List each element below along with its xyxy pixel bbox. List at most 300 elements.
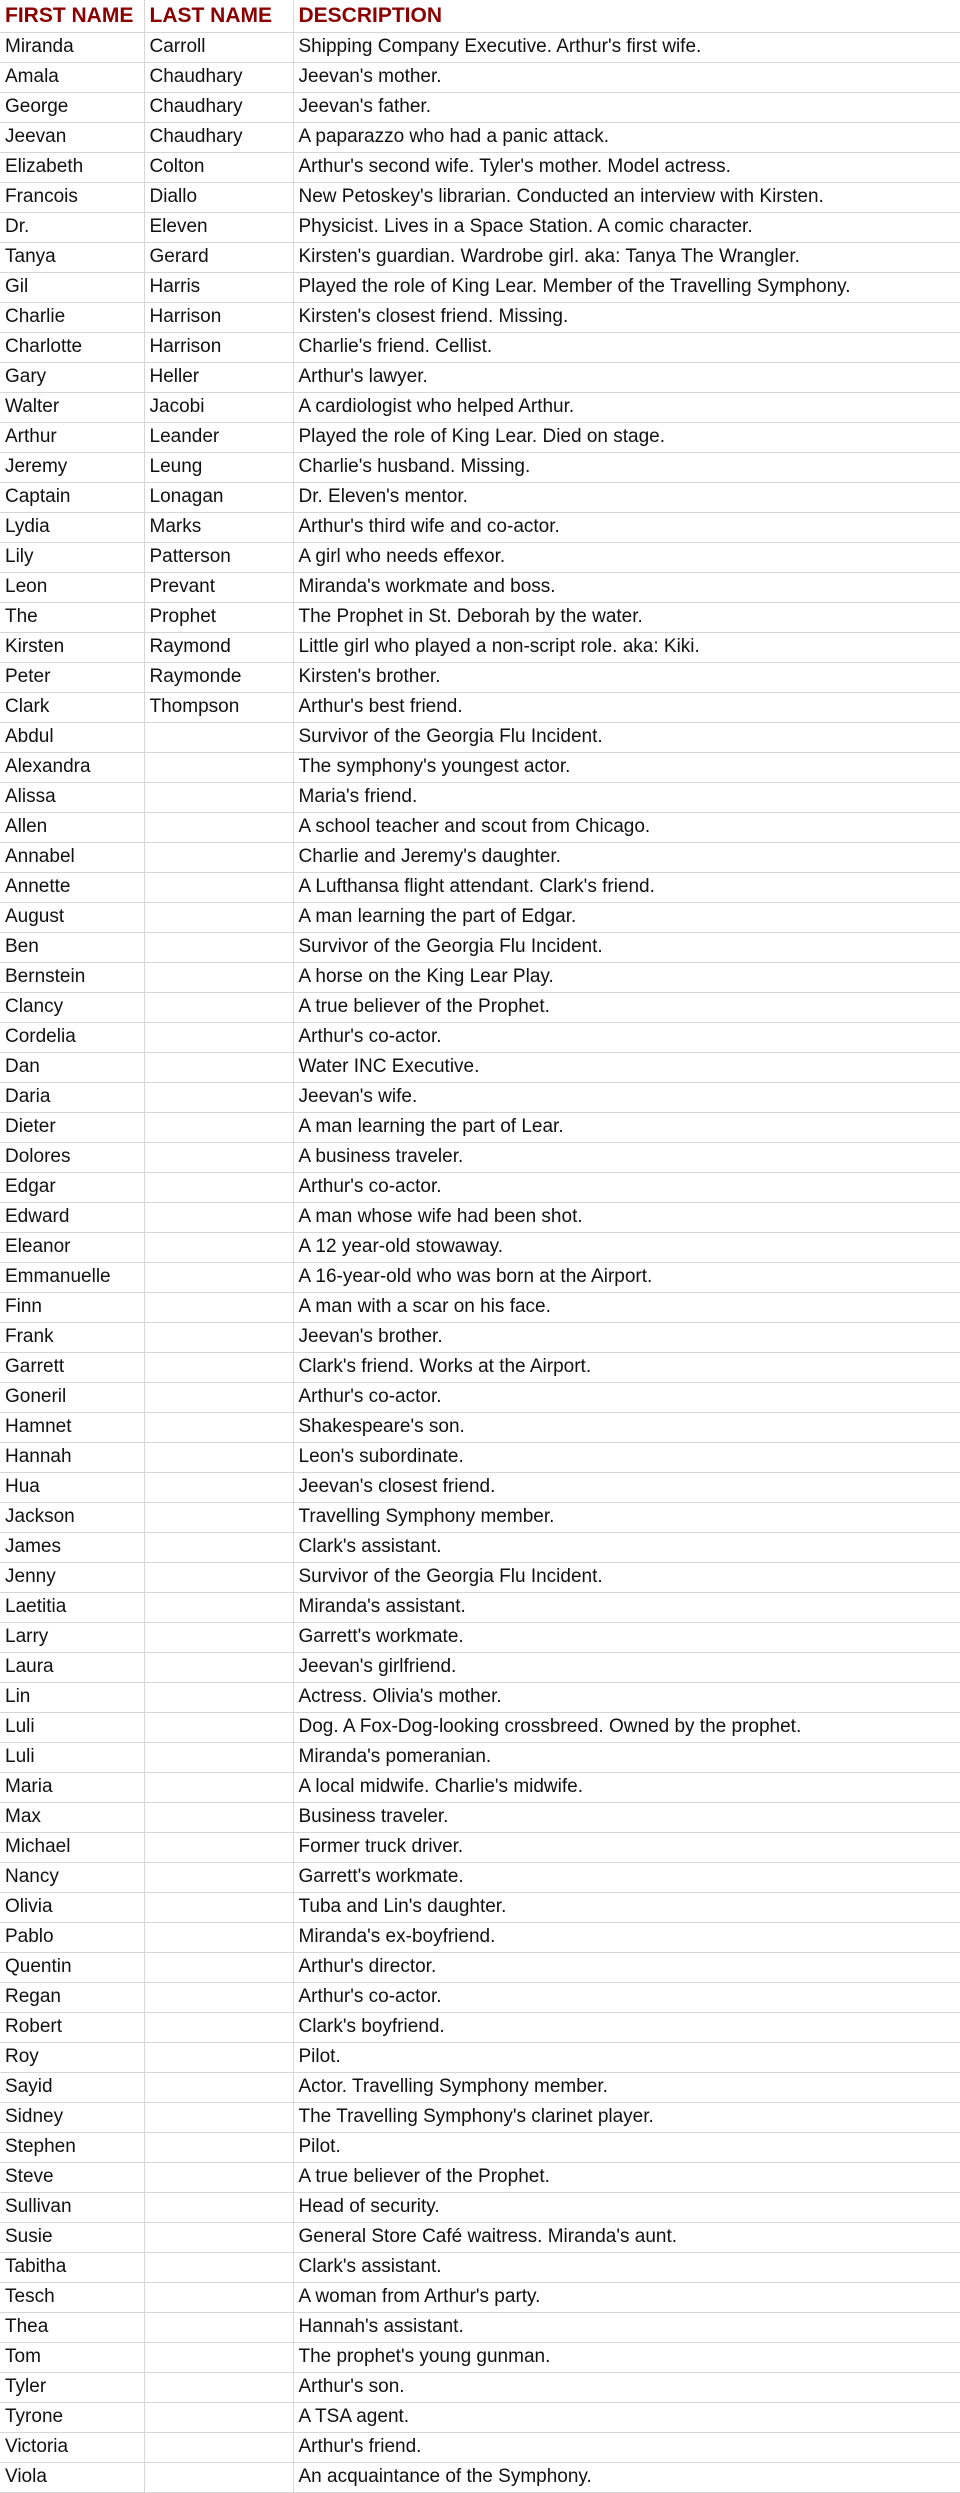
first-name-cell[interactable]: Leon xyxy=(0,572,144,602)
first-name-cell[interactable]: Sidney xyxy=(0,2102,144,2132)
first-name-cell[interactable]: Jeremy xyxy=(0,452,144,482)
first-name-cell[interactable]: Larry xyxy=(0,1622,144,1652)
last-name-cell[interactable]: Chaudhary xyxy=(144,122,293,152)
description-cell[interactable]: Arthur's co-actor. xyxy=(293,1982,960,2012)
description-cell[interactable]: Miranda's ex-boyfriend. xyxy=(293,1922,960,1952)
description-cell[interactable]: Actress. Olivia's mother. xyxy=(293,1682,960,1712)
description-cell[interactable]: Played the role of King Lear. Died on stage. xyxy=(293,422,960,452)
last-name-cell[interactable] xyxy=(144,1562,293,1592)
table-row xyxy=(0,482,960,512)
description-header[interactable]: DESCRIPTION xyxy=(293,0,960,32)
first-name-cell[interactable]: Stephen xyxy=(0,2132,144,2162)
last-name-cell[interactable] xyxy=(144,1322,293,1352)
header-row xyxy=(0,0,960,32)
last-name-cell[interactable] xyxy=(144,2462,293,2492)
table-row xyxy=(0,1892,960,1922)
last-name-cell[interactable]: Chaudhary xyxy=(144,92,293,122)
description-cell[interactable]: Jeevan's girlfriend. xyxy=(293,1652,960,1682)
table-row xyxy=(0,1142,960,1172)
first-name-cell[interactable]: Regan xyxy=(0,1982,144,2012)
first-name-cell[interactable]: Amala xyxy=(0,62,144,92)
first-name-cell[interactable]: Francois xyxy=(0,182,144,212)
description-cell[interactable]: Arthur's best friend. xyxy=(293,692,960,722)
description-cell[interactable]: Pilot. xyxy=(293,2042,960,2072)
description-cell[interactable]: Clark's friend. Works at the Airport. xyxy=(293,1352,960,1382)
last-name-cell[interactable] xyxy=(144,1982,293,2012)
last-name-cell[interactable] xyxy=(144,842,293,872)
table-row xyxy=(0,1472,960,1502)
table-row xyxy=(0,2252,960,2282)
last-name-cell[interactable]: Harris xyxy=(144,272,293,302)
first-name-cell[interactable]: Tesch xyxy=(0,2282,144,2312)
first-name-cell[interactable]: Clancy xyxy=(0,992,144,1022)
first-name-cell[interactable]: Tabitha xyxy=(0,2252,144,2282)
last-name-cell[interactable]: Diallo xyxy=(144,182,293,212)
table-row xyxy=(0,872,960,902)
table-row xyxy=(0,1112,960,1142)
last-name-cell[interactable] xyxy=(144,872,293,902)
last-name-cell[interactable] xyxy=(144,1292,293,1322)
last-name-cell[interactable] xyxy=(144,2192,293,2222)
last-name-cell[interactable] xyxy=(144,1112,293,1142)
last-name-cell[interactable] xyxy=(144,812,293,842)
table-row xyxy=(0,512,960,542)
first-name-cell[interactable]: Bernstein xyxy=(0,962,144,992)
last-name-cell[interactable]: Patterson xyxy=(144,542,293,572)
last-name-cell[interactable]: Harrison xyxy=(144,302,293,332)
last-name-cell[interactable] xyxy=(144,1682,293,1712)
description-cell[interactable]: New Petoskey's librarian. Conducted an interview with Kirsten. xyxy=(293,182,960,212)
first-name-cell[interactable]: Quentin xyxy=(0,1952,144,1982)
first-name-cell[interactable]: Laura xyxy=(0,1652,144,1682)
first-name-cell[interactable]: George xyxy=(0,92,144,122)
first-name-cell[interactable]: Abdul xyxy=(0,722,144,752)
table-row xyxy=(0,1352,960,1382)
table-row xyxy=(0,2192,960,2222)
last-name-cell[interactable] xyxy=(144,1412,293,1442)
description-cell[interactable]: Shakespeare's son. xyxy=(293,1412,960,1442)
table-row xyxy=(0,1262,960,1292)
description-cell[interactable]: Charlie's husband. Missing. xyxy=(293,452,960,482)
first-name-cell[interactable]: Alexandra xyxy=(0,752,144,782)
description-cell[interactable]: A true believer of the Prophet. xyxy=(293,992,960,1022)
description-cell[interactable]: Charlie and Jeremy's daughter. xyxy=(293,842,960,872)
description-cell[interactable]: Miranda's pomeranian. xyxy=(293,1742,960,1772)
first-name-cell[interactable]: Nancy xyxy=(0,1862,144,1892)
first-name-cell[interactable]: Dan xyxy=(0,1052,144,1082)
last-name-cell[interactable]: Lonagan xyxy=(144,482,293,512)
description-cell[interactable]: Jeevan's mother. xyxy=(293,62,960,92)
first-name-cell[interactable]: Pablo xyxy=(0,1922,144,1952)
first-name-cell[interactable]: Tyler xyxy=(0,2372,144,2402)
last-name-cell[interactable]: Eleven xyxy=(144,212,293,242)
first-name-cell[interactable]: Olivia xyxy=(0,1892,144,1922)
last-name-cell[interactable] xyxy=(144,1742,293,1772)
description-cell[interactable]: A man learning the part of Edgar. xyxy=(293,902,960,932)
last-name-cell[interactable] xyxy=(144,1352,293,1382)
first-name-cell[interactable]: Laetitia xyxy=(0,1592,144,1622)
first-name-cell[interactable]: August xyxy=(0,902,144,932)
first-name-cell[interactable]: Edward xyxy=(0,1202,144,1232)
description-cell[interactable]: A man whose wife had been shot. xyxy=(293,1202,960,1232)
first-name-cell[interactable]: Viola xyxy=(0,2462,144,2492)
last-name-cell[interactable] xyxy=(144,1172,293,1202)
first-name-cell[interactable]: Hua xyxy=(0,1472,144,1502)
last-name-cell[interactable] xyxy=(144,1802,293,1832)
last-name-cell[interactable] xyxy=(144,1202,293,1232)
last-name-cell[interactable] xyxy=(144,1712,293,1742)
description-cell[interactable]: A horse on the King Lear Play. xyxy=(293,962,960,992)
first-name-cell[interactable]: Hamnet xyxy=(0,1412,144,1442)
first-name-cell[interactable]: Robert xyxy=(0,2012,144,2042)
table-row xyxy=(0,572,960,602)
first-name-cell[interactable]: Garrett xyxy=(0,1352,144,1382)
first-name-cell[interactable]: Frank xyxy=(0,1322,144,1352)
first-name-header[interactable]: FIRST NAME xyxy=(0,0,144,32)
table-row xyxy=(0,2222,960,2252)
last-name-cell[interactable] xyxy=(144,1862,293,1892)
description-cell[interactable]: Tuba and Lin's daughter. xyxy=(293,1892,960,1922)
last-name-cell[interactable]: Gerard xyxy=(144,242,293,272)
last-name-cell[interactable] xyxy=(144,1082,293,1112)
table-row xyxy=(0,1832,960,1862)
first-name-cell[interactable]: Lydia xyxy=(0,512,144,542)
last-name-cell[interactable]: Leander xyxy=(144,422,293,452)
last-name-cell[interactable] xyxy=(144,2222,293,2252)
last-name-cell[interactable] xyxy=(144,2342,293,2372)
description-cell[interactable]: Shipping Company Executive. Arthur's first wife. xyxy=(293,32,960,62)
last-name-cell[interactable]: Prophet xyxy=(144,602,293,632)
first-name-cell[interactable]: Edgar xyxy=(0,1172,144,1202)
description-cell[interactable]: Former truck driver. xyxy=(293,1832,960,1862)
description-cell[interactable]: Water INC Executive. xyxy=(293,1052,960,1082)
first-name-cell[interactable]: Susie xyxy=(0,2222,144,2252)
description-cell[interactable]: Maria's friend. xyxy=(293,782,960,812)
last-name-cell[interactable] xyxy=(144,1142,293,1172)
table-row xyxy=(0,302,960,332)
description-cell[interactable]: Dr. Eleven's mentor. xyxy=(293,482,960,512)
description-cell[interactable]: A TSA agent. xyxy=(293,2402,960,2432)
last-name-cell[interactable] xyxy=(144,1022,293,1052)
last-name-cell[interactable]: Raymonde xyxy=(144,662,293,692)
table-row xyxy=(0,1802,960,1832)
description-cell[interactable]: Arthur's co-actor. xyxy=(293,1382,960,1412)
first-name-cell[interactable]: Peter xyxy=(0,662,144,692)
table-row xyxy=(0,1952,960,1982)
table-row xyxy=(0,92,960,122)
first-name-cell[interactable]: The xyxy=(0,602,144,632)
first-name-cell[interactable]: Jenny xyxy=(0,1562,144,1592)
table-row xyxy=(0,1502,960,1532)
last-name-cell[interactable] xyxy=(144,1232,293,1262)
last-name-cell[interactable]: Colton xyxy=(144,152,293,182)
last-name-cell[interactable] xyxy=(144,902,293,932)
description-cell[interactable]: An acquaintance of the Symphony. xyxy=(293,2462,960,2492)
last-name-cell[interactable] xyxy=(144,1622,293,1652)
description-cell[interactable]: Hannah's assistant. xyxy=(293,2312,960,2342)
last-name-cell[interactable] xyxy=(144,1532,293,1562)
last-name-cell[interactable]: Marks xyxy=(144,512,293,542)
description-cell[interactable]: Clark's boyfriend. xyxy=(293,2012,960,2042)
table-row xyxy=(0,1532,960,1562)
first-name-cell[interactable]: Arthur xyxy=(0,422,144,452)
last-name-cell[interactable] xyxy=(144,1952,293,1982)
table-row xyxy=(0,692,960,722)
last-name-cell[interactable] xyxy=(144,1832,293,1862)
last-name-cell[interactable] xyxy=(144,2402,293,2432)
table-row xyxy=(0,752,960,782)
first-name-cell[interactable]: Emmanuelle xyxy=(0,1262,144,1292)
first-name-cell[interactable]: Walter xyxy=(0,392,144,422)
last-name-cell[interactable] xyxy=(144,2372,293,2402)
first-name-cell[interactable]: Annette xyxy=(0,872,144,902)
first-name-cell[interactable]: Clark xyxy=(0,692,144,722)
first-name-cell[interactable]: Luli xyxy=(0,1712,144,1742)
description-cell[interactable]: Head of security. xyxy=(293,2192,960,2222)
first-name-cell[interactable]: Roy xyxy=(0,2042,144,2072)
table-row xyxy=(0,272,960,302)
description-cell[interactable]: Jeevan's wife. xyxy=(293,1082,960,1112)
description-cell[interactable]: Physicist. Lives in a Space Station. A comic character. xyxy=(293,212,960,242)
first-name-cell[interactable]: Dr. xyxy=(0,212,144,242)
description-cell[interactable]: A woman from Arthur's party. xyxy=(293,2282,960,2312)
table-row xyxy=(0,1202,960,1232)
first-name-cell[interactable]: Michael xyxy=(0,1832,144,1862)
description-cell[interactable]: A business traveler. xyxy=(293,1142,960,1172)
first-name-cell[interactable]: Annabel xyxy=(0,842,144,872)
description-cell[interactable]: Survivor of the Georgia Flu Incident. xyxy=(293,1562,960,1592)
description-cell[interactable]: A 12 year-old stowaway. xyxy=(293,1232,960,1262)
last-name-cell[interactable] xyxy=(144,1652,293,1682)
description-cell[interactable]: Arthur's director. xyxy=(293,1952,960,1982)
last-name-cell[interactable]: Carroll xyxy=(144,32,293,62)
description-cell[interactable]: Jeevan's brother. xyxy=(293,1322,960,1352)
last-name-cell[interactable] xyxy=(144,1502,293,1532)
first-name-cell[interactable]: James xyxy=(0,1532,144,1562)
table-row xyxy=(0,992,960,1022)
first-name-cell[interactable]: Allen xyxy=(0,812,144,842)
last-name-cell[interactable] xyxy=(144,2102,293,2132)
first-name-cell[interactable]: Alissa xyxy=(0,782,144,812)
table-row xyxy=(0,212,960,242)
last-name-cell[interactable] xyxy=(144,2162,293,2192)
description-cell[interactable]: Jeevan's closest friend. xyxy=(293,1472,960,1502)
description-cell[interactable]: Garrett's workmate. xyxy=(293,1622,960,1652)
description-cell[interactable]: Arthur's friend. xyxy=(293,2432,960,2462)
first-name-cell[interactable]: Lin xyxy=(0,1682,144,1712)
first-name-cell[interactable]: Dieter xyxy=(0,1112,144,1142)
first-name-cell[interactable]: Steve xyxy=(0,2162,144,2192)
table-row xyxy=(0,452,960,482)
description-cell[interactable]: Kirsten's guardian. Wardrobe girl. aka: Tanya The Wrangler. xyxy=(293,242,960,272)
description-cell[interactable]: Clark's assistant. xyxy=(293,2252,960,2282)
description-cell[interactable]: A girl who needs effexor. xyxy=(293,542,960,572)
description-cell[interactable]: Actor. Travelling Symphony member. xyxy=(293,2072,960,2102)
last-name-cell[interactable] xyxy=(144,2012,293,2042)
last-name-cell[interactable] xyxy=(144,2072,293,2102)
last-name-cell[interactable]: Raymond xyxy=(144,632,293,662)
last-name-cell[interactable]: Chaudhary xyxy=(144,62,293,92)
first-name-cell[interactable]: Sayid xyxy=(0,2072,144,2102)
table-row xyxy=(0,1742,960,1772)
first-name-cell[interactable]: Finn xyxy=(0,1292,144,1322)
description-cell[interactable]: Kirsten's closest friend. Missing. xyxy=(293,302,960,332)
first-name-cell[interactable]: Victoria xyxy=(0,2432,144,2462)
description-cell[interactable]: Leon's subordinate. xyxy=(293,1442,960,1472)
first-name-cell[interactable]: Ben xyxy=(0,932,144,962)
last-name-cell[interactable] xyxy=(144,2132,293,2162)
first-name-cell[interactable]: Sullivan xyxy=(0,2192,144,2222)
table-row xyxy=(0,2372,960,2402)
last-name-cell[interactable] xyxy=(144,2252,293,2282)
first-name-cell[interactable]: Tanya xyxy=(0,242,144,272)
last-name-cell[interactable] xyxy=(144,1592,293,1622)
description-cell[interactable]: A true believer of the Prophet. xyxy=(293,2162,960,2192)
last-name-cell[interactable] xyxy=(144,1262,293,1292)
table-row xyxy=(0,1322,960,1352)
description-cell[interactable]: The prophet's young gunman. xyxy=(293,2342,960,2372)
first-name-cell[interactable]: Daria xyxy=(0,1082,144,1112)
last-name-cell[interactable] xyxy=(144,2282,293,2312)
last-name-cell[interactable] xyxy=(144,752,293,782)
last-name-cell[interactable]: Harrison xyxy=(144,332,293,362)
table-row xyxy=(0,1562,960,1592)
last-name-cell[interactable]: Prevant xyxy=(144,572,293,602)
first-name-cell[interactable]: Cordelia xyxy=(0,1022,144,1052)
last-name-cell[interactable] xyxy=(144,1472,293,1502)
first-name-cell[interactable]: Eleanor xyxy=(0,1232,144,1262)
last-name-cell[interactable]: Leung xyxy=(144,452,293,482)
table-row xyxy=(0,122,960,152)
first-name-cell[interactable]: Charlotte xyxy=(0,332,144,362)
description-cell[interactable]: A cardiologist who helped Arthur. xyxy=(293,392,960,422)
last-name-cell[interactable] xyxy=(144,1442,293,1472)
last-name-cell[interactable] xyxy=(144,1052,293,1082)
description-cell[interactable]: A 16-year-old who was born at the Airport. xyxy=(293,1262,960,1292)
table-row xyxy=(0,2162,960,2192)
last-name-cell[interactable] xyxy=(144,2312,293,2342)
first-name-cell[interactable]: Max xyxy=(0,1802,144,1832)
description-cell[interactable]: Jeevan's father. xyxy=(293,92,960,122)
description-cell[interactable]: Little girl who played a non-script role. aka: Kiki. xyxy=(293,632,960,662)
last-name-cell[interactable]: Thompson xyxy=(144,692,293,722)
description-cell[interactable]: Arthur's co-actor. xyxy=(293,1022,960,1052)
description-cell[interactable]: Survivor of the Georgia Flu Incident. xyxy=(293,932,960,962)
description-cell[interactable]: Travelling Symphony member. xyxy=(293,1502,960,1532)
description-cell[interactable]: The symphony's youngest actor. xyxy=(293,752,960,782)
last-name-cell[interactable] xyxy=(144,1922,293,1952)
table-row xyxy=(0,1382,960,1412)
description-cell[interactable]: Miranda's workmate and boss. xyxy=(293,572,960,602)
table-row xyxy=(0,2102,960,2132)
description-cell[interactable]: Played the role of King Lear. Member of the Travelling Symphony. xyxy=(293,272,960,302)
table-row xyxy=(0,1682,960,1712)
first-name-cell[interactable]: Kirsten xyxy=(0,632,144,662)
first-name-cell[interactable]: Gary xyxy=(0,362,144,392)
description-cell[interactable]: Arthur's second wife. Tyler's mother. Model actress. xyxy=(293,152,960,182)
table-row xyxy=(0,2072,960,2102)
first-name-cell[interactable]: Maria xyxy=(0,1772,144,1802)
first-name-cell[interactable]: Tom xyxy=(0,2342,144,2372)
table-row xyxy=(0,1622,960,1652)
table-row xyxy=(0,1772,960,1802)
first-name-cell[interactable]: Hannah xyxy=(0,1442,144,1472)
description-cell[interactable]: The Travelling Symphony's clarinet player. xyxy=(293,2102,960,2132)
last-name-cell[interactable]: Heller xyxy=(144,362,293,392)
description-cell[interactable]: A Lufthansa flight attendant. Clark's friend. xyxy=(293,872,960,902)
last-name-cell[interactable] xyxy=(144,1892,293,1922)
table-row xyxy=(0,1922,960,1952)
last-name-cell[interactable] xyxy=(144,1772,293,1802)
table-row xyxy=(0,722,960,752)
table-row xyxy=(0,1442,960,1472)
description-cell[interactable]: Business traveler. xyxy=(293,1802,960,1832)
description-cell[interactable]: Dog. A Fox-Dog-looking crossbreed. Owned by the prophet. xyxy=(293,1712,960,1742)
description-cell[interactable]: Arthur's third wife and co-actor. xyxy=(293,512,960,542)
description-cell[interactable]: Arthur's co-actor. xyxy=(293,1172,960,1202)
last-name-cell[interactable] xyxy=(144,992,293,1022)
description-cell[interactable]: Miranda's assistant. xyxy=(293,1592,960,1622)
table-row xyxy=(0,782,960,812)
first-name-cell[interactable]: Goneril xyxy=(0,1382,144,1412)
description-cell[interactable]: General Store Café waitress. Miranda's aunt. xyxy=(293,2222,960,2252)
first-name-cell[interactable]: Tyrone xyxy=(0,2402,144,2432)
table-row xyxy=(0,2432,960,2462)
last-name-cell[interactable]: Jacobi xyxy=(144,392,293,422)
first-name-cell[interactable]: Jeevan xyxy=(0,122,144,152)
first-name-cell[interactable]: Lily xyxy=(0,542,144,572)
first-name-cell[interactable]: Gil xyxy=(0,272,144,302)
description-cell[interactable]: A paparazzo who had a panic attack. xyxy=(293,122,960,152)
description-cell[interactable]: Charlie's friend. Cellist. xyxy=(293,332,960,362)
last-name-header[interactable]: LAST NAME xyxy=(144,0,293,32)
table-row xyxy=(0,152,960,182)
description-cell[interactable]: A local midwife. Charlie's midwife. xyxy=(293,1772,960,1802)
last-name-cell[interactable] xyxy=(144,782,293,812)
description-cell[interactable]: The Prophet in St. Deborah by the water. xyxy=(293,602,960,632)
table-row xyxy=(0,2402,960,2432)
table-row xyxy=(0,362,960,392)
first-name-cell[interactable]: Dolores xyxy=(0,1142,144,1172)
description-cell[interactable]: Garrett's workmate. xyxy=(293,1862,960,1892)
first-name-cell[interactable]: Miranda xyxy=(0,32,144,62)
first-name-cell[interactable]: Jackson xyxy=(0,1502,144,1532)
description-cell[interactable]: Arthur's lawyer. xyxy=(293,362,960,392)
first-name-cell[interactable]: Elizabeth xyxy=(0,152,144,182)
description-cell[interactable]: Kirsten's brother. xyxy=(293,662,960,692)
description-cell[interactable]: Arthur's son. xyxy=(293,2372,960,2402)
last-name-cell[interactable] xyxy=(144,2042,293,2072)
table-row xyxy=(0,332,960,362)
description-cell[interactable]: Survivor of the Georgia Flu Incident. xyxy=(293,722,960,752)
table-row xyxy=(0,2312,960,2342)
description-cell[interactable]: Pilot. xyxy=(293,2132,960,2162)
last-name-cell[interactable] xyxy=(144,2432,293,2462)
last-name-cell[interactable] xyxy=(144,1382,293,1412)
table-row xyxy=(0,2042,960,2072)
description-cell[interactable]: Clark's assistant. xyxy=(293,1532,960,1562)
first-name-cell[interactable]: Thea xyxy=(0,2312,144,2342)
last-name-cell[interactable] xyxy=(144,722,293,752)
description-cell[interactable]: A man with a scar on his face. xyxy=(293,1292,960,1322)
last-name-cell[interactable] xyxy=(144,962,293,992)
last-name-cell[interactable] xyxy=(144,932,293,962)
description-cell[interactable]: A man learning the part of Lear. xyxy=(293,1112,960,1142)
first-name-cell[interactable]: Charlie xyxy=(0,302,144,332)
first-name-cell[interactable]: Luli xyxy=(0,1742,144,1772)
first-name-cell[interactable]: Captain xyxy=(0,482,144,512)
description-cell[interactable]: A school teacher and scout from Chicago. xyxy=(293,812,960,842)
